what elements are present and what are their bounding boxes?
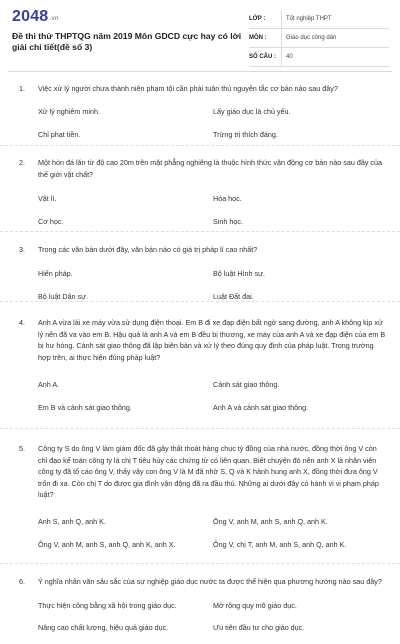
document-header [0,0,400,68]
question-number: 5. [19,444,25,453]
site-logo[interactable]: 2048.vn [12,8,59,25]
question-number: 1. [19,84,25,93]
answer-option[interactable]: Bộ luật Dân sự. [38,291,88,301]
answer-options [0,193,400,227]
question-text: Công ty S do ông V làm giám đốc đã gây thất thoát hàng chục tỷ đồng của nhà nước, đồng thời ông V còn chỉ đạo kế toán công ty là chị T tiêu hủy các chứng từ có liên quan. Biết chuyện đó nên anh X là nhân viên công ty đã tố cáo ông V, thấy vậy con ông V là M đã nhờ S, Q và K hành hung anh X, đồng thời đưa ông V trốn đi xa. Còn chị T do được gia đình vận động đã ra đầu thú. Những ai dưới đây có hành vi vi phạm pháp luật? [38,444,379,499]
answer-option[interactable]: Ông V, anh M, anh S, anh Q, anh K, anh X. [38,539,176,549]
meta-value: Giáo dục công dân [281,29,389,47]
meta-label: MÔN : [249,35,267,41]
answer-options [0,379,400,413]
question-text: Ý nghĩa nhân văn sâu sắc của sự nghiệp giáo dục nước ta được thể hiện qua phương hướng nào sau đây? [38,577,382,586]
answer-option[interactable]: Cơ học. [38,217,64,226]
answer-option[interactable]: Xử lý nghiêm minh. [38,106,100,116]
question-3 [0,232,400,302]
meta-label: LỚP : [249,16,266,22]
answer-option[interactable]: Ông V, anh M, anh S, anh Q, anh K. [213,516,328,526]
answer-option[interactable]: Hóa học. [213,194,242,203]
answer-option[interactable]: Anh A và cảnh sát giao thông. [213,403,309,412]
question-list [0,80,400,644]
answer-option[interactable]: Hiến pháp. [38,268,73,278]
answer-option[interactable]: Anh S, anh Q, anh K. [38,516,106,526]
question-number: 4. [19,318,25,327]
question-number: 3. [19,245,25,254]
answer-options [0,600,400,633]
answer-option[interactable]: Ông V, chị T, anh M, anh S, anh Q, anh K. [213,539,347,549]
question-4 [0,302,400,429]
answer-option[interactable]: Luật Đất đai. [213,291,254,301]
question-number: 6. [19,577,25,586]
answer-option[interactable]: Anh A. [38,380,60,389]
answer-option[interactable]: Em B và cảnh sát giao thông. [38,403,132,412]
question-2 [0,146,400,232]
answer-options [0,516,400,550]
answer-options [0,106,400,140]
question-number: 2. [19,158,25,167]
meta-value: Tốt nghiệp THPT [281,10,389,28]
question-text: Anh A vừa lái xe máy vừa sử dụng điện thoại. Em B đi xe đạp điện bất ngờ sang đường, anh A không kịp xử lý nên đã va vào em B. Hậu quả là anh A và em B đều bị thương, xe máy của anh A và xe đạp điện của em B bị hư hỏng. Cảnh sát giao thông đã lập biên bản và xử lý theo đúng quy định của pháp luật. Trong trường hợp trên, ai thực hiện đúng pháp luật? [38,318,386,362]
answer-option[interactable]: Bộ luật Hình sự. [213,268,265,278]
answer-option[interactable]: Vật lí. [38,194,57,203]
meta-row-question-count [249,48,389,67]
meta-value: 40 [281,48,389,66]
answer-option[interactable]: Chỉ phạt tiền. [38,129,81,139]
question-text: Trong các văn bản dưới đây, văn bản nào có giá trị pháp lí cao nhất? [38,245,258,254]
meta-row-subject [249,29,389,48]
answer-option[interactable]: Sinh học. [213,217,243,226]
answer-option[interactable]: Nâng cao chất lượng, hiệu quả giáo dục. [38,622,169,632]
meta-label: SỐ CÂU : [249,54,276,60]
answer-option[interactable]: Thực hiện công bằng xã hội trong giáo dục. [38,600,177,610]
header-divider [8,71,392,72]
answer-option[interactable]: Trừng trị thích đáng. [213,129,278,139]
document-title: Đề thi thử THPTQG năm 2019 Môn GDCD cực hay có lời giải chi tiết(đề số 3) [12,31,242,52]
answer-options [0,268,400,302]
question-1 [0,80,400,146]
answer-option[interactable]: Cảnh sát giao thông. [213,380,280,389]
answer-option[interactable]: Lấy giáo dục là chủ yếu. [213,106,291,116]
question-6 [0,564,400,644]
answer-option[interactable]: Ưu tiên đầu tư cho giáo dục. [213,622,305,632]
document-meta [249,10,389,67]
question-text: Việc xử lý người chưa thành niên phạm tội cần phải tuân thủ nguyên tắc cơ bản nào sau đây? [38,84,338,93]
answer-option[interactable]: Mở rộng quy mô giáo dục. [213,600,297,610]
meta-row-class [249,10,389,29]
question-5 [0,429,400,564]
question-text: Một hòn đá lăn từ độ cao 20m trên mặt phẳng nghiêng là thuộc hình thức vận động cơ bản nào sau đây của thế giới vật chất? [38,158,382,179]
